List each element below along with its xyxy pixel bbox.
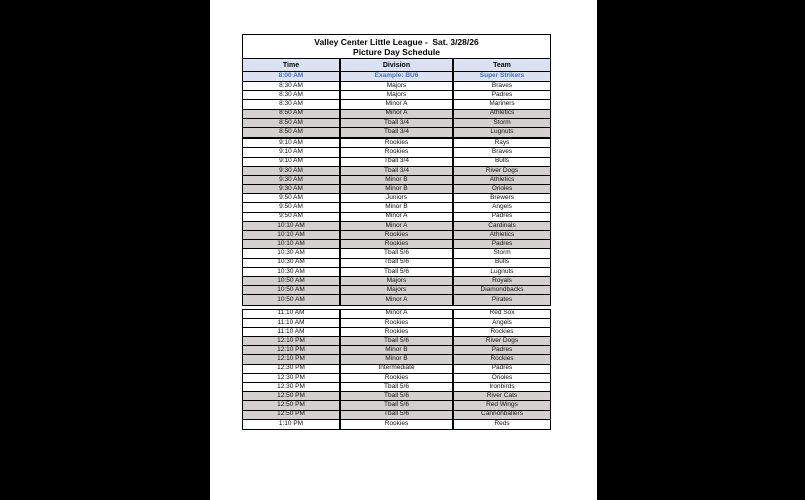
division-cell: Rookies xyxy=(339,240,452,248)
column-header-time: Time xyxy=(282,61,300,69)
team-cell: Ironbirds xyxy=(452,383,550,391)
team-cell: Bulls xyxy=(452,158,550,166)
division-cell: Minor A xyxy=(339,295,452,304)
team-cell: Red Sox xyxy=(452,310,550,318)
division-cell: Rookies xyxy=(339,420,452,429)
schedule-row xyxy=(243,203,550,212)
time-cell: 11:10 AM xyxy=(277,309,305,317)
schedule-table xyxy=(242,34,551,430)
division-cell: Tball 5/6 xyxy=(339,268,452,276)
division-cell: Tball 5/6 xyxy=(339,401,452,409)
team-cell: Storm xyxy=(452,249,550,257)
schedule-row xyxy=(243,158,550,167)
team-cell: Rays xyxy=(452,139,550,147)
division-cell: Minor A xyxy=(339,310,452,318)
team-cell: Red Wings xyxy=(452,401,550,409)
division-cell: Majors xyxy=(339,277,452,285)
division-cell: Tball 3/4 xyxy=(339,119,452,127)
team-cell: Padres xyxy=(452,91,550,99)
example-row xyxy=(243,72,550,82)
division-cell: Rookies xyxy=(339,319,452,327)
time-cell: 9:50 AM xyxy=(279,212,303,220)
time-cell: 10:30 AM xyxy=(277,249,305,257)
schedule-row xyxy=(243,383,550,392)
time-cell: 8:50 AM xyxy=(279,118,303,126)
schedule-row xyxy=(243,259,550,268)
time-cell: 12:10 PM xyxy=(277,337,305,344)
division-cell: Minor B xyxy=(339,185,452,193)
example-team-cell: Super Strikers xyxy=(452,72,550,81)
schedule-row xyxy=(243,213,550,222)
time-cell: 10:10 AM xyxy=(277,221,305,229)
team-cell: Reds xyxy=(452,420,550,429)
time-cell: 8:30 AM xyxy=(279,82,303,89)
team-cell: Bulls xyxy=(452,259,550,267)
division-cell: Juniors xyxy=(339,194,452,202)
division-cell: Tball 3/4 xyxy=(339,167,452,175)
team-cell: Rockies xyxy=(452,355,550,363)
team-cell: Athletics xyxy=(452,110,550,118)
team-cell: Orioles xyxy=(452,185,550,193)
division-cell: Minor A xyxy=(339,100,452,108)
schedule-row xyxy=(243,310,550,319)
schedule-row xyxy=(243,100,550,109)
column-header-team: Team xyxy=(452,59,550,71)
schedule-row xyxy=(243,374,550,383)
schedule-row xyxy=(243,222,550,231)
schedule-row xyxy=(243,420,550,429)
team-cell: Brewers xyxy=(452,194,550,202)
division-cell: Tball 5/6 xyxy=(339,383,452,391)
schedule-row xyxy=(243,268,550,277)
time-cell: 9:10 AM xyxy=(279,157,303,165)
time-cell: 9:30 AM xyxy=(279,175,303,183)
time-cell: 8:50 AM xyxy=(279,109,303,117)
time-cell: 10:50 AM xyxy=(277,276,305,284)
example-time-cell: 8:00 AM xyxy=(278,72,304,80)
team-cell: Angels xyxy=(452,319,550,327)
time-cell: 11:10 AM xyxy=(277,318,305,326)
schedule-row xyxy=(243,82,550,91)
time-cell: 10:50 AM xyxy=(277,286,305,293)
time-cell: 12:30 PM xyxy=(277,373,305,381)
schedule-row xyxy=(243,277,550,286)
team-cell: Angels xyxy=(452,203,550,211)
division-cell: Tball 5/6 xyxy=(339,249,452,257)
time-cell: 12:10 PM xyxy=(277,355,305,363)
division-cell: Majors xyxy=(339,286,452,294)
schedule-row xyxy=(243,411,550,420)
team-cell: Braves xyxy=(452,148,550,156)
time-cell: 12:50 PM xyxy=(277,392,305,400)
time-cell: 11:10 AM xyxy=(277,327,305,335)
time-cell: 9:30 AM xyxy=(279,166,303,174)
division-cell: Tball 5/6 xyxy=(339,259,452,267)
schedule-row xyxy=(243,176,550,185)
division-cell: Rookies xyxy=(339,139,452,147)
division-cell: Minor B xyxy=(339,346,452,354)
division-cell: Tball 5/6 xyxy=(339,337,452,345)
division-cell: Minor B xyxy=(339,355,452,363)
schedule-row xyxy=(243,392,550,401)
document-subtitle: Picture Day Schedule xyxy=(353,47,440,57)
schedule-row xyxy=(243,194,550,203)
team-cell: Royals xyxy=(452,277,550,285)
division-cell: Minor A xyxy=(339,213,452,221)
team-cell: Padres xyxy=(452,213,550,221)
division-cell: Intermediate xyxy=(339,365,452,373)
time-cell: 12:30 PM xyxy=(277,364,305,372)
division-cell: Minor A xyxy=(339,110,452,118)
table-block-3 xyxy=(242,309,551,430)
table-block-2 xyxy=(242,138,551,305)
schedule-row xyxy=(243,346,550,355)
division-cell: Tball 3/4 xyxy=(339,158,452,166)
time-cell: 12:30 PM xyxy=(277,383,305,390)
schedule-row xyxy=(243,328,550,337)
team-cell: Braves xyxy=(452,82,550,90)
time-cell: 8:50 AM xyxy=(279,128,303,136)
team-cell: Pirates xyxy=(452,295,550,304)
time-cell: 12:50 PM xyxy=(277,410,305,418)
team-cell: Padres xyxy=(452,240,550,248)
time-cell: 9:10 AM xyxy=(279,139,303,146)
table-title-block xyxy=(243,35,550,59)
division-cell: Rookies xyxy=(339,148,452,156)
time-cell: 12:50 PM xyxy=(277,401,305,409)
schedule-row xyxy=(243,337,550,346)
time-cell: 10:30 AM xyxy=(277,258,305,266)
team-cell: Orioles xyxy=(452,374,550,382)
team-cell: Cardinals xyxy=(452,222,550,230)
schedule-row xyxy=(243,365,550,374)
time-cell: 9:50 AM xyxy=(279,203,303,211)
team-cell: Cannonballers xyxy=(452,411,550,419)
team-cell: Athletics xyxy=(452,231,550,239)
team-cell: Lugnuts xyxy=(452,128,550,137)
time-cell: 12:10 PM xyxy=(277,346,305,354)
team-cell: Athletics xyxy=(452,176,550,184)
team-cell: Diamondbacks xyxy=(452,286,550,294)
schedule-row xyxy=(243,119,550,128)
table-block-1 xyxy=(242,34,551,138)
time-cell: 1:10 PM xyxy=(278,420,304,428)
schedule-row xyxy=(243,240,550,249)
schedule-row xyxy=(243,249,550,258)
team-cell: Rockies xyxy=(452,328,550,336)
division-cell: Majors xyxy=(339,91,452,99)
schedule-row xyxy=(243,231,550,240)
team-cell: Padres xyxy=(452,346,550,354)
schedule-row xyxy=(243,167,550,176)
team-cell: Lugnuts xyxy=(452,268,550,276)
time-cell: 10:10 AM xyxy=(277,240,305,248)
schedule-row xyxy=(243,286,550,295)
division-cell: Minor B xyxy=(339,203,452,211)
schedule-row xyxy=(243,139,550,148)
division-cell: Minor A xyxy=(339,222,452,230)
division-cell: Tball 3/4 xyxy=(339,128,452,137)
division-cell: Tball 5/6 xyxy=(339,392,452,400)
document-page xyxy=(210,0,597,500)
team-cell: Storm xyxy=(452,119,550,127)
division-cell: Rookies xyxy=(339,231,452,239)
time-cell: 10:10 AM xyxy=(277,231,305,238)
division-cell: Minor B xyxy=(339,176,452,184)
schedule-row xyxy=(243,185,550,194)
schedule-row xyxy=(243,295,550,304)
column-header-division: Division xyxy=(339,59,452,71)
time-cell: 9:30 AM xyxy=(279,185,303,192)
division-cell: Rookies xyxy=(339,374,452,382)
time-cell: 8:30 AM xyxy=(279,91,303,99)
table-header-row xyxy=(243,59,550,72)
division-cell: Majors xyxy=(339,82,452,90)
division-cell: Rookies xyxy=(339,328,452,336)
schedule-row xyxy=(243,91,550,100)
team-cell: River Cats xyxy=(452,392,550,400)
time-cell: 9:10 AM xyxy=(279,148,303,156)
document-title: Valley Center Little League - Sat. 3/28/26 xyxy=(314,37,479,47)
team-cell: River Dogs xyxy=(452,337,550,345)
schedule-row xyxy=(243,355,550,364)
schedule-row xyxy=(243,128,550,137)
team-cell: Mariners xyxy=(452,100,550,108)
schedule-row xyxy=(243,319,550,328)
time-cell: 10:30 AM xyxy=(277,267,305,275)
schedule-row xyxy=(243,401,550,410)
team-cell: Padres xyxy=(452,365,550,373)
schedule-row xyxy=(243,148,550,157)
division-cell: Tball 5/6 xyxy=(339,411,452,419)
time-cell: 9:50 AM xyxy=(279,194,303,202)
team-cell: River Dogs xyxy=(452,167,550,175)
time-cell: 8:30 AM xyxy=(279,100,303,108)
schedule-row xyxy=(243,110,550,119)
example-division-cell: Example: BU6 xyxy=(339,72,452,81)
time-cell: 10:50 AM xyxy=(277,295,305,303)
